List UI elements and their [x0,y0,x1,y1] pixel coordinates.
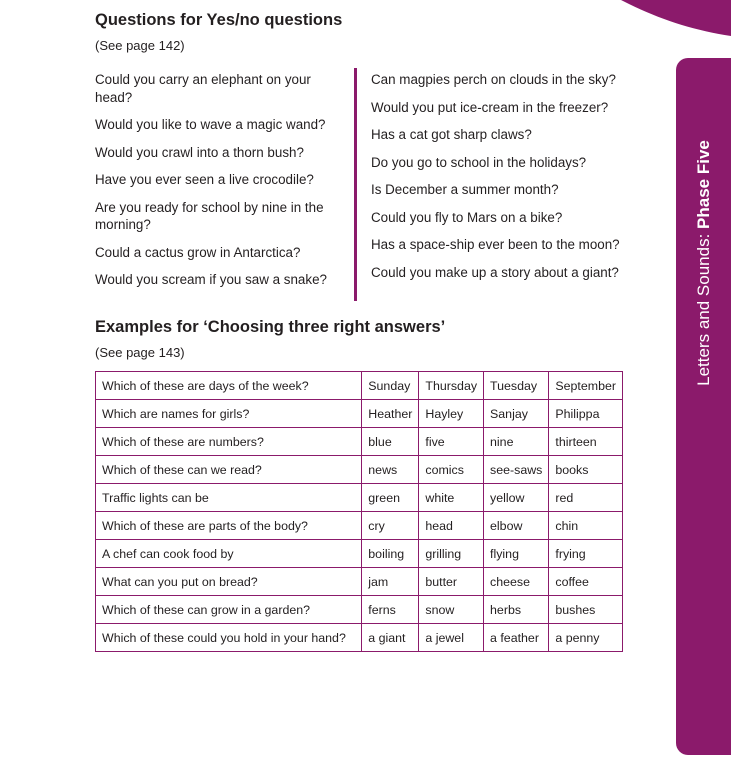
option-cell: a feather [484,624,549,652]
option-cell: a penny [549,624,623,652]
table-row [96,568,623,596]
option-cell: Tuesday [484,372,549,400]
column-divider [354,68,357,301]
option-cell: a jewel [419,624,484,652]
question-item: Would you scream if you saw a snake? [95,272,327,287]
right-question-list [371,71,636,291]
corner-swoosh-icon [621,0,731,40]
option-cell: Sanjay [484,400,549,428]
option-cell: head [419,512,484,540]
question-item: Could you fly to Mars on a bike? [371,209,563,225]
table-row [96,596,623,624]
side-tab-label [694,140,714,386]
corner-decoration [621,0,731,40]
question-cell: A chef can cook food by [96,540,362,568]
question-cell: Traffic lights can be [96,484,362,512]
table-row [96,484,623,512]
option-cell: yellow [484,484,549,512]
question-item: Would you crawl into a thorn bush? [95,144,304,160]
left-question-list [95,71,340,299]
option-cell: snow [419,596,484,624]
question-cell: Which of these are parts of the body? [96,512,362,540]
option-cell: blue [362,428,419,456]
table-row [96,428,623,456]
question-cell: Which of these could you hold in your hand? [96,624,362,652]
answers-table [95,371,623,652]
option-cell: news [362,456,419,484]
question-item: Are you ready for school by nine in the morning? [95,199,324,232]
option-cell: cheese [484,568,549,596]
question-cell: Which of these can grow in a garden? [96,596,362,624]
option-cell: elbow [484,512,549,540]
option-cell: Sunday [362,372,419,400]
question-item: Can magpies perch on clouds in the sky? [371,72,616,87]
table-row [96,512,623,540]
option-cell: five [419,428,484,456]
option-cell: September [549,372,623,400]
option-cell: Hayley [419,400,484,428]
question-item: Could you make up a story about a giant? [371,264,619,280]
section2-title: Examples for ‘Choosing three right answers’ [95,318,446,336]
option-cell: jam [362,568,419,596]
option-cell: frying [549,540,623,568]
option-cell: see-saws [484,456,549,484]
option-cell: chin [549,512,623,540]
option-cell: butter [419,568,484,596]
option-cell: a giant [362,624,419,652]
option-cell: grilling [419,540,484,568]
section2-see-page: (See page 143) [95,345,185,360]
option-cell: red [549,484,623,512]
question-item: Do you go to school in the holidays? [371,154,587,170]
table-row [96,540,623,568]
option-cell: Heather [362,400,419,428]
option-cell: ferns [362,596,419,624]
question-item: Have you ever seen a live crocodile? [95,172,314,187]
option-cell: bushes [549,596,623,624]
option-cell: nine [484,428,549,456]
option-cell: thirteen [549,428,623,456]
question-item: Has a space-ship ever been to the moon? [371,237,620,252]
question-cell: What can you put on bread? [96,568,362,596]
question-item: Would you like to wave a magic wand? [95,117,326,132]
question-cell: Which of these are days of the week? [96,372,362,400]
section1-title: Questions for Yes/no questions [95,11,343,29]
table-row [96,624,623,652]
side-tab-title: Letters and Sounds: [693,233,713,386]
option-cell: Philippa [549,400,623,428]
option-cell: Thursday [419,372,484,400]
table-row [96,400,623,428]
table-row [96,372,623,400]
side-tab-subtitle: Phase Five [693,140,713,229]
option-cell: herbs [484,596,549,624]
question-item: Has a cat got sharp claws? [371,127,532,142]
question-item: Is December a summer month? [371,182,559,197]
option-cell: coffee [549,568,623,596]
question-item: Would you put ice-cream in the freezer? [371,99,609,115]
option-cell: flying [484,540,549,568]
option-cell: green [362,484,419,512]
option-cell: comics [419,456,484,484]
question-cell: Which of these can we read? [96,456,362,484]
option-cell: boiling [362,540,419,568]
option-cell: books [549,456,623,484]
question-cell: Which of these are numbers? [96,428,362,456]
question-cell: Which are names for girls? [96,400,362,428]
option-cell: cry [362,512,419,540]
question-item: Could a cactus grow in Antarctica? [95,244,301,260]
question-item: Could you carry an elephant on your head? [95,72,311,105]
side-tab [676,58,731,755]
table-row [96,456,623,484]
section1-see-page: (See page 142) [95,38,185,53]
option-cell: white [419,484,484,512]
